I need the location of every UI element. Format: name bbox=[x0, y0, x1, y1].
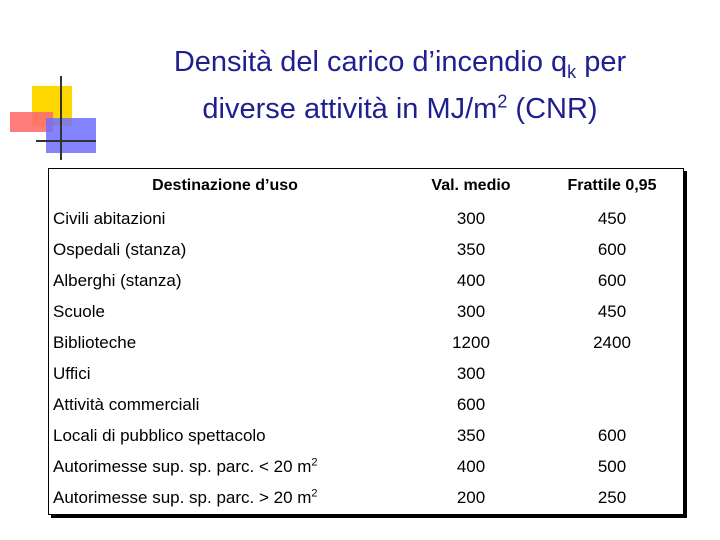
table-row bbox=[49, 482, 683, 513]
cell-val-medio: 350 bbox=[456, 425, 486, 445]
cell-destinazione bbox=[49, 482, 401, 513]
unit-superscript: 2 bbox=[311, 486, 318, 499]
header-frattile: Frattile 0,95 bbox=[567, 177, 657, 194]
cell-frattile bbox=[541, 358, 683, 389]
destinazione-text: Attività commerciali bbox=[53, 394, 200, 414]
table-row bbox=[49, 234, 683, 265]
table-row bbox=[49, 420, 683, 451]
title-line-2 bbox=[120, 91, 680, 128]
destinazione-text: Biblioteche bbox=[53, 332, 137, 352]
cell-val-medio: 300 bbox=[456, 363, 486, 383]
cell-destinazione bbox=[49, 327, 401, 358]
cell-val-medio: 200 bbox=[456, 487, 486, 507]
table-row bbox=[49, 296, 683, 327]
cell-destinazione bbox=[49, 203, 401, 234]
title-line2-prefix: diverse attività in MJ/m bbox=[202, 92, 498, 125]
cell-destinazione bbox=[49, 265, 401, 296]
decor-blue-square bbox=[46, 118, 96, 153]
destinazione-text: Scuole bbox=[53, 301, 105, 321]
table-row bbox=[49, 389, 683, 420]
cell-frattile: 600 bbox=[597, 425, 627, 445]
title-line1-suffix: per bbox=[576, 46, 627, 78]
cell-val-medio: 400 bbox=[456, 456, 486, 476]
cell-destinazione bbox=[49, 451, 401, 482]
table-row bbox=[49, 451, 683, 482]
cell-destinazione bbox=[49, 296, 401, 327]
cell-frattile: 250 bbox=[597, 487, 627, 507]
title-line2-suffix: (CNR) bbox=[507, 92, 598, 125]
header-val-medio: Val. medio bbox=[431, 177, 511, 194]
fire-load-table-frame bbox=[48, 168, 684, 515]
decor-vertical-line bbox=[60, 76, 62, 160]
title-line2-superscript: 2 bbox=[497, 91, 508, 112]
title-line1-subscript: k bbox=[567, 61, 577, 82]
table-row bbox=[49, 203, 683, 234]
destinazione-text: Autorimesse sup. sp. parc. > 20 m bbox=[53, 487, 312, 507]
title-line-1 bbox=[120, 44, 680, 91]
cell-destinazione bbox=[49, 420, 401, 451]
cell-frattile bbox=[541, 389, 683, 420]
title-line1-prefix: Densità del carico d’incendio q bbox=[173, 46, 568, 78]
destinazione-text: Locali di pubblico spettacolo bbox=[53, 425, 266, 445]
destinazione-text: Autorimesse sup. sp. parc. < 20 m bbox=[53, 456, 312, 476]
decor-horizontal-line bbox=[36, 140, 96, 142]
cell-frattile: 600 bbox=[597, 239, 627, 259]
cell-val-medio: 400 bbox=[456, 270, 486, 290]
cell-val-medio: 600 bbox=[456, 394, 486, 414]
cell-frattile: 450 bbox=[597, 301, 627, 321]
cell-destinazione bbox=[49, 358, 401, 389]
table-header-row bbox=[49, 169, 683, 203]
unit-superscript: 2 bbox=[311, 455, 318, 468]
slide-title bbox=[120, 44, 680, 128]
cell-destinazione bbox=[49, 389, 401, 420]
header-destinazione: Destinazione d’uso bbox=[152, 177, 298, 194]
destinazione-text: Alberghi (stanza) bbox=[53, 270, 182, 290]
table-row bbox=[49, 327, 683, 358]
cell-frattile: 600 bbox=[597, 270, 627, 290]
cell-frattile: 500 bbox=[597, 456, 627, 476]
cell-val-medio: 350 bbox=[456, 239, 486, 259]
cell-val-medio: 300 bbox=[456, 208, 486, 228]
cell-val-medio: 300 bbox=[456, 301, 486, 321]
table-row bbox=[49, 265, 683, 296]
cell-frattile: 450 bbox=[597, 208, 627, 228]
fire-load-table bbox=[49, 169, 683, 513]
destinazione-text: Ospedali (stanza) bbox=[53, 239, 187, 259]
cell-val-medio: 1200 bbox=[452, 332, 490, 352]
table-body bbox=[49, 203, 683, 513]
cell-frattile: 2400 bbox=[593, 332, 631, 352]
destinazione-text: Civili abitazioni bbox=[53, 208, 166, 228]
destinazione-text: Uffici bbox=[53, 363, 91, 383]
cell-destinazione bbox=[49, 234, 401, 265]
table-row bbox=[49, 358, 683, 389]
